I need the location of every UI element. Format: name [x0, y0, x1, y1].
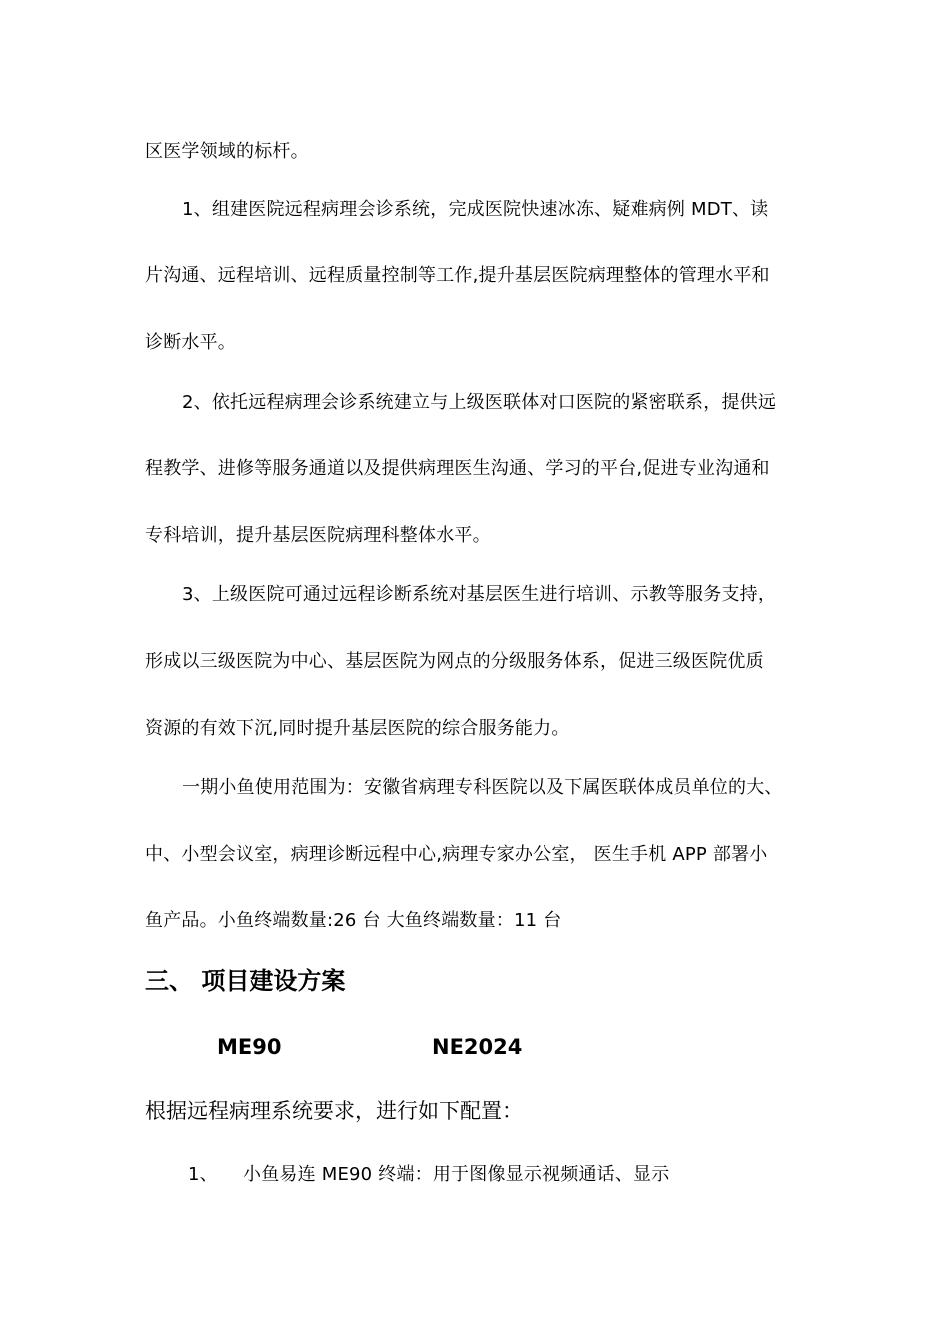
- item1-line2: 片沟通、远程培训、远程质量控制等工作,提升基层医院病理整体的管理水平和: [145, 265, 770, 286]
- intro-text-line: 区医学领域的标杆。: [145, 141, 309, 162]
- item2-line2: 程教学、进修等服务通道以及提供病理医生沟通、学习的平台,促进专业沟通和: [145, 458, 770, 479]
- item3-line3: 资源的有效下沉,同时提升基层医院的综合服务能力。: [145, 718, 570, 739]
- list-item-text: 小鱼易连 ME90 终端：用于图像显示视频通话、显示: [243, 1164, 670, 1185]
- item3-line1: 3、上级医院可通过远程诊断系统对基层医生进行培训、示教等服务支持，: [182, 584, 777, 605]
- section-intro: 根据远程病理系统要求，进行如下配置：: [145, 1099, 523, 1123]
- item2-line3: 专科培训，提升基层医院病理科整体水平。: [145, 525, 491, 546]
- list-item-number: 1、: [188, 1164, 218, 1185]
- scope-line2: 中、小型会议室，病理诊断远程中心,病理专家办公室， 医生手机 APP 部署小: [145, 844, 768, 865]
- scope-line3: 鱼产品。小鱼终端数量:26 台 大鱼终端数量：11 台: [145, 910, 562, 931]
- item2-line1: 2、依托远程病理会诊系统建立与上级医联体对口医院的紧密联系，提供远: [182, 392, 777, 413]
- scope-line1: 一期小鱼使用范围为：安徽省病理专科医院以及下属医联体成员单位的大、: [182, 777, 783, 798]
- item1-line3: 诊断水平。: [145, 332, 236, 353]
- model-label-ne2024: NE2024: [432, 1035, 523, 1059]
- item3-line2: 形成以三级医院为中心、基层医院为网点的分级服务体系，促进三级医院优质: [145, 651, 764, 672]
- item1-line1: 1、组建医院远程病理会诊系统，完成医院快速冰冻、疑难病例 MDT、读: [182, 199, 769, 220]
- section-heading: 三、 项目建设方案: [145, 967, 346, 995]
- model-label-me90: ME90: [217, 1035, 282, 1059]
